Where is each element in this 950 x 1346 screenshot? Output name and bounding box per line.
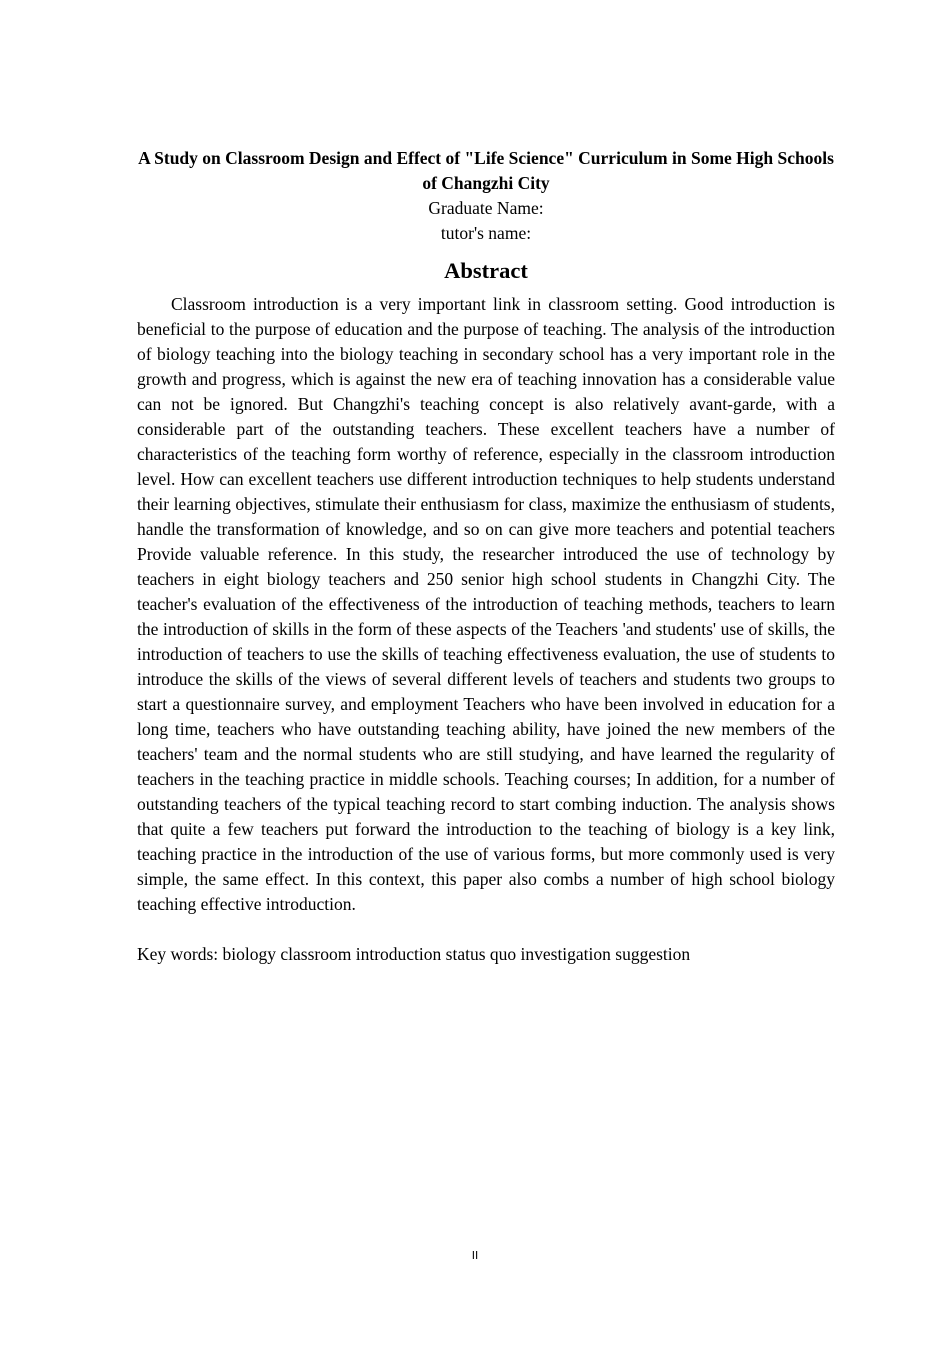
document-title: A Study on Classroom Design and Effect of "Life Science" Curriculum in Some High Schools of Changzhi City — [138, 148, 834, 193]
graduate-name-label: Graduate Name: — [428, 198, 544, 218]
abstract-heading: Abstract — [444, 258, 528, 283]
page-number: II — [471, 1249, 479, 1262]
document-page — [137, 146, 835, 967]
abstract-body: Classroom introduction is a very important link in classroom setting. Good introduction is beneficial to the purpose of education and the purpose of teaching. The analysis of the introduction of biology teaching into the biology teaching in secondary school has a very important role in the growth and progress, which is against the new era of teaching innovation has a considerable value can not be ignored. But Changzhi's teaching concept is also relatively avant-garde, with a considerable part of the outstanding teachers. These excellent teachers have a number of characteristics of the teaching form worthy of reference, especially in the classroom introduction level. How can excellent teachers use different introduction techniques to help students understand their learning objectives, stimulate their enthusiasm for class, maximize the enthusiasm of students, handle the transformation of knowledge, and so on can give more teachers and potential teachers Provide valuable reference. In this study, the researcher introduced the use of technology by teachers in eight biology teachers and 250 senior high school students in Changzhi City. The teacher's evaluation of the effectiveness of the introduction of teaching methods, teachers to learn the introduction of skills in the form of these aspects of the Teachers 'and students' use of skills, the introduction of teachers to use the skills of teaching effectiveness evaluation, the use of students to introduce the skills of the views of several different levels of teachers and students two groups to start a questionnaire survey, and employment Teachers who have been involved in education for a long time, teachers who have outstanding teaching ability, have joined the new members of the teachers' team and the normal students who are still studying, and have learned the regularity of teachers in the teaching practice in middle schools. Teaching courses; In addition, for a number of outstanding teachers of the typical teaching record to start combing induction. The analysis shows that quite a few teachers put forward the introduction to the teaching of biology is a key link, teaching practice in the introduction of the use of various forms, but more commonly used is very simple, the same effect. In this context, this paper also combs a number of high school biology teaching effective introduction. — [137, 294, 835, 914]
tutor-name-label: tutor's name: — [440, 223, 532, 243]
keywords: Key words: biology classroom introduction status quo investigation suggestion — [137, 944, 691, 964]
